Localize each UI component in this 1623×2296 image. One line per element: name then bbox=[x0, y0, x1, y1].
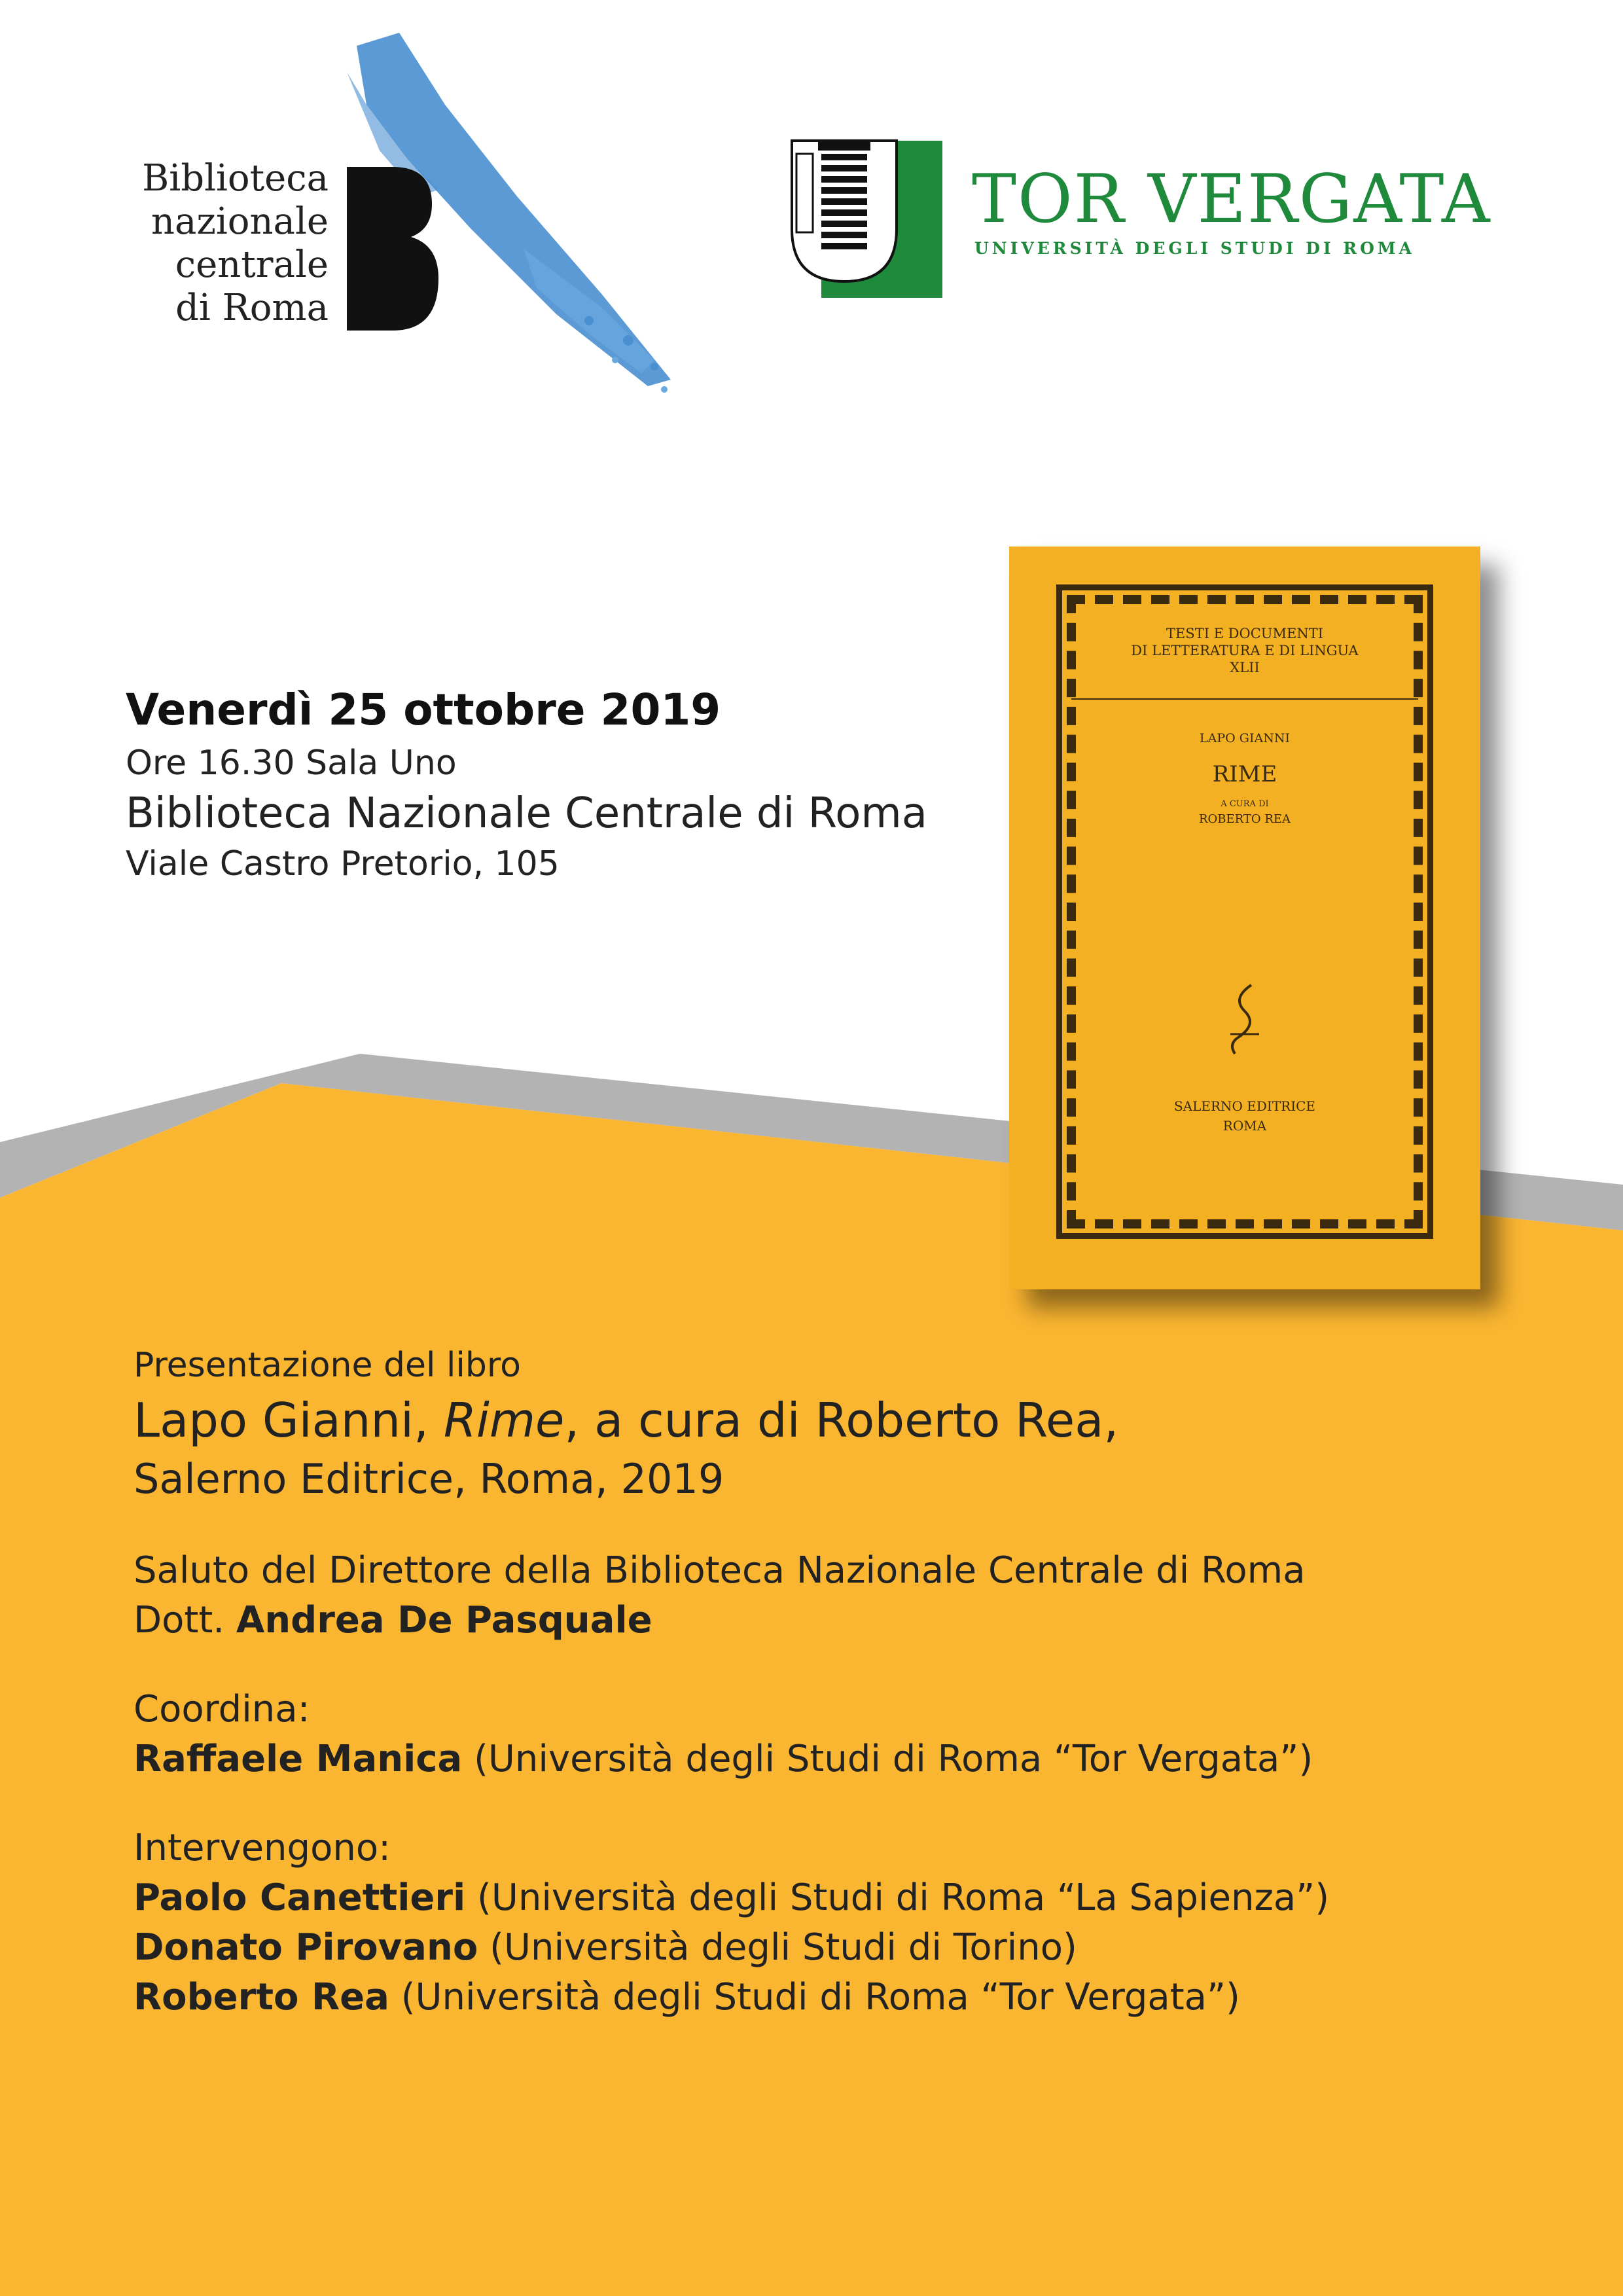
book-citation-author: Lapo Gianni, bbox=[134, 1393, 444, 1448]
bncr-logo-text bbox=[131, 157, 329, 330]
tor-vergata-subtitle: UNIVERSITÀ DEGLI STUDI DI ROMA bbox=[974, 239, 1415, 258]
book-citation bbox=[134, 1389, 1508, 1452]
speaker-line bbox=[134, 1923, 1508, 1973]
book-cover-rule bbox=[1071, 698, 1418, 700]
director-name: Andrea De Pasquale bbox=[236, 1599, 652, 1641]
book-series-number: XLII bbox=[1230, 660, 1260, 675]
coordinator-affiliation: (Università degli Studi di Roma “Tor Vergata”) bbox=[462, 1738, 1313, 1780]
book-series-line-2: DI LETTERATURA E DI LINGUA bbox=[1131, 643, 1359, 658]
book-cover-publisher bbox=[1071, 1096, 1418, 1136]
publisher-mark-icon bbox=[1225, 982, 1264, 1060]
bncr-line-3: centrale bbox=[175, 243, 329, 286]
speakers-label: Intervengono: bbox=[134, 1827, 391, 1869]
tor-vergata-name: TOR VERGATA bbox=[972, 160, 1491, 238]
book-cover-city: ROMA bbox=[1222, 1118, 1267, 1134]
book-citation-rest: , a cura di Roberto Rea, bbox=[564, 1393, 1119, 1448]
book-cover-a-cura-di: A CURA DI bbox=[1221, 799, 1269, 809]
director-greeting: Saluto del Direttore della Biblioteca Nazionale Centrale di Roma bbox=[134, 1549, 1306, 1592]
director-line bbox=[134, 1596, 1508, 1645]
event-date: Venerdì 25 ottobre 2019 bbox=[126, 685, 721, 735]
presentation-intro: Presentazione del libro bbox=[134, 1346, 521, 1385]
book-citation-title: Rime bbox=[443, 1393, 565, 1448]
book-cover-content bbox=[1071, 599, 1418, 1224]
event-info bbox=[126, 681, 976, 888]
speaker-name: Paolo Canettieri bbox=[134, 1876, 466, 1919]
bncr-line-1: Biblioteca bbox=[142, 157, 329, 200]
coordinator-line bbox=[134, 1734, 1508, 1784]
bncr-line-4: di Roma bbox=[175, 287, 329, 329]
speaker-name: Roberto Rea bbox=[134, 1976, 389, 2018]
tor-vergata-logo bbox=[789, 137, 1515, 308]
bncr-b-letter bbox=[347, 167, 438, 331]
event-address: Viale Castro Pretorio, 105 bbox=[126, 844, 560, 884]
speaker-affiliation: (Università degli Studi di Roma “La Sapienza”) bbox=[465, 1876, 1330, 1919]
book-series-line-1: TESTI E DOCUMENTI bbox=[1166, 626, 1324, 641]
director-title: Dott. bbox=[134, 1599, 236, 1641]
book-cover-editor: ROBERTO REA bbox=[1198, 812, 1291, 826]
coordinator-name: Raffaele Manica bbox=[134, 1738, 463, 1780]
book-cover-publisher-name: SALERNO EDITRICE bbox=[1173, 1098, 1316, 1114]
speaker-line bbox=[134, 1973, 1508, 2022]
book-series bbox=[1071, 625, 1418, 676]
speaker-line bbox=[134, 1873, 1508, 1923]
speaker-affiliation: (Università degli Studi di Roma “Tor Vergata”) bbox=[389, 1976, 1240, 2018]
book-cover bbox=[1009, 547, 1480, 1289]
tor-vergata-shield-icon bbox=[789, 137, 946, 301]
speaker-affiliation: (Università degli Studi di Torino) bbox=[478, 1926, 1077, 1969]
bncr-line-2: nazionale bbox=[151, 200, 329, 243]
event-time-room: Ore 16.30 Sala Uno bbox=[126, 744, 457, 783]
program bbox=[134, 1342, 1508, 2022]
coordinator-label: Coordina: bbox=[134, 1688, 310, 1731]
speaker-name: Donato Pirovano bbox=[134, 1926, 478, 1969]
bncr-logo bbox=[131, 33, 694, 399]
event-venue: Biblioteca Nazionale Centrale di Roma bbox=[126, 789, 927, 838]
book-publisher-line: Salerno Editrice, Roma, 2019 bbox=[134, 1455, 724, 1503]
book-cover-title: RIME bbox=[1212, 761, 1277, 787]
book-cover-author: LAPO GIANNI bbox=[1200, 731, 1290, 745]
